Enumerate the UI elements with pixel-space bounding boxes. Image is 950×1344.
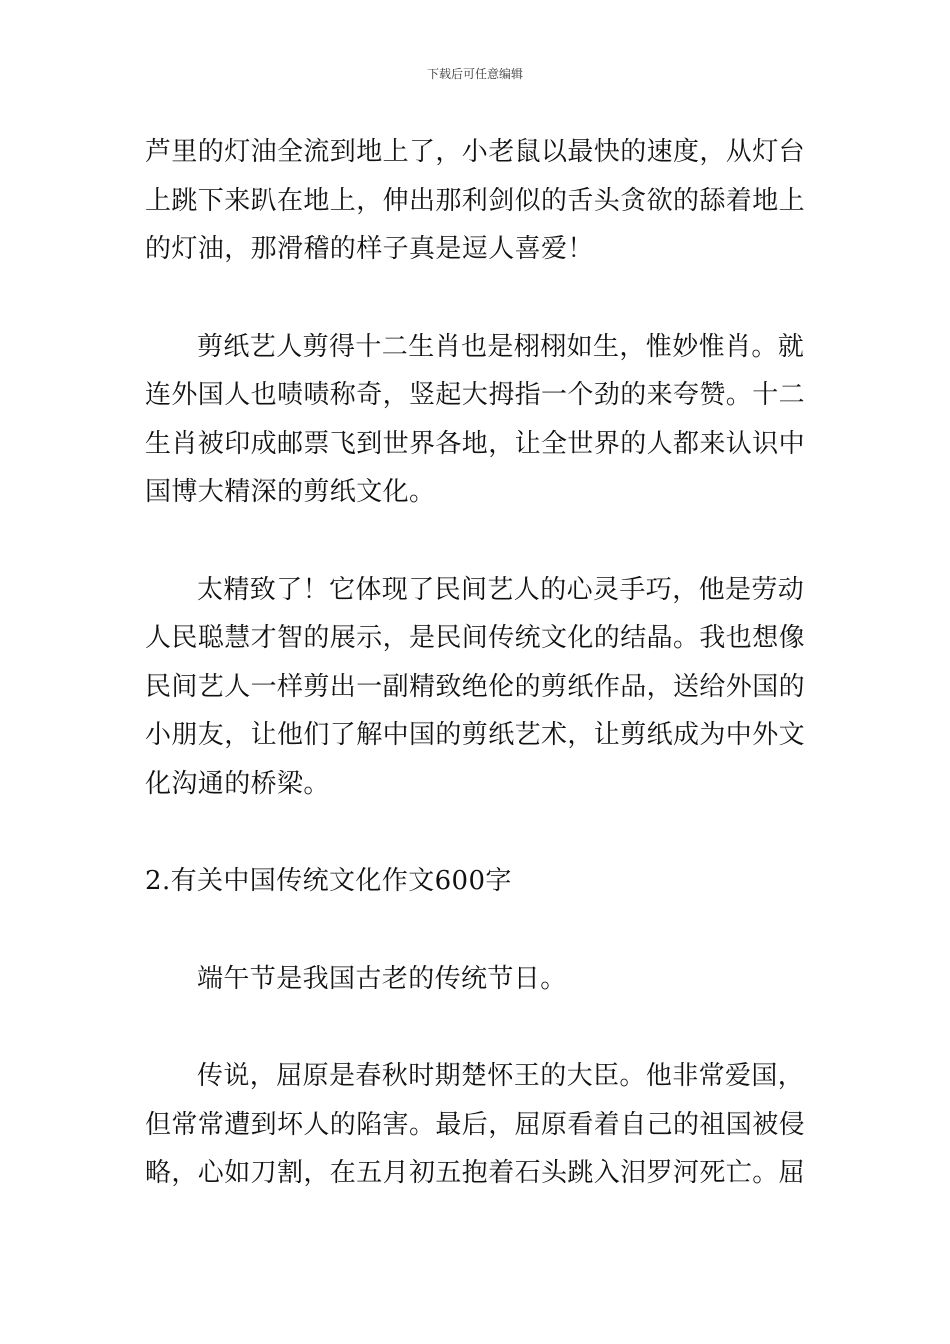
text-line: 的灯油，那滑稽的样子真是逗人喜爱！ — [145, 234, 594, 264]
paragraph-papercut-culture — [145, 566, 809, 809]
text-line: 上跳下来趴在地上，伸出那利剑似的舌头贪欲的舔着地上 — [145, 185, 806, 216]
text-line: 端午节是我国古老的传统节日。 — [197, 963, 567, 994]
text-line: 剪纸艺人剪得十二生肖也是栩栩如生，惟妙惟肖。就 — [197, 331, 805, 362]
text-line: 人民聪慧才智的展示，是民间传统文化的结晶。我也想像 — [145, 623, 806, 653]
text-line: 太精致了！它体现了民间艺人的心灵手巧，他是劳动 — [197, 574, 805, 605]
paragraph-dragon-boat — [145, 955, 809, 1004]
paragraph-mouse — [145, 128, 809, 274]
text-line: 芦里的灯油全流到地上了，小老鼠以最快的速度，从灯台 — [145, 137, 806, 167]
text-line: 民间艺人一样剪出一副精致绝伦的剪纸作品，送给外国的 — [145, 671, 806, 702]
text-line: 小朋友，让他们了解中国的剪纸艺术，让剪纸成为中外文 — [145, 720, 806, 750]
text-line: 化沟通的桥梁。 — [145, 768, 330, 799]
text-line: 生肖被印成邮票飞到世界各地，让全世界的人都来认识中 — [145, 428, 806, 459]
document-body — [145, 128, 809, 1198]
text-line: 国博大精深的剪纸文化。 — [145, 477, 436, 507]
paragraph-qu-yuan — [145, 1052, 809, 1198]
section-heading: 2.有关中国传统文化作文600字 — [145, 866, 512, 896]
text-line: 略，心如刀割，在五月初五抱着石头跳入汨罗河死亡。屈 — [145, 1158, 806, 1188]
text-line: 但常常遭到坏人的陷害。最后，屈原看着自己的祖国被侵 — [145, 1109, 806, 1140]
text-line: 传说，屈原是春秋时期楚怀王的大臣。他非常爱国， — [197, 1061, 805, 1091]
paragraph-zodiac — [145, 323, 809, 517]
text-line: 连外国人也啧啧称奇，竖起大拇指一个劲的来夸赞。十二 — [145, 380, 806, 410]
page-header: 下载后可任意编辑 — [426, 67, 523, 81]
